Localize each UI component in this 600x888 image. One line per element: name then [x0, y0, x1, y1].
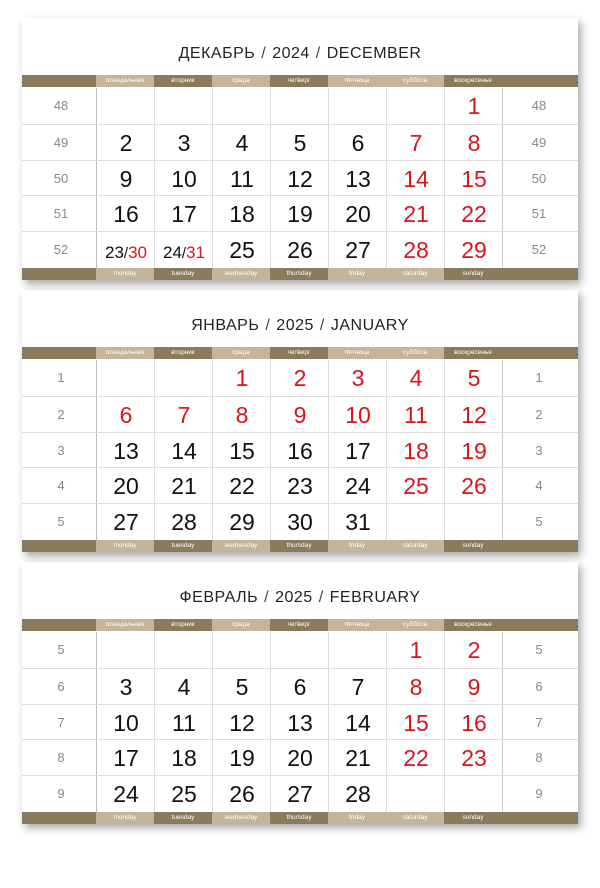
weekday-label-saturday: saturday [386, 268, 444, 280]
grid-right-border [502, 161, 503, 197]
weekday-label-tuesday: tuesday [154, 268, 212, 280]
day-cell: 11 [386, 397, 445, 433]
weekday-label-sunday: sunday [444, 540, 502, 552]
day-cell [212, 88, 271, 124]
weekday-label-thursday: четверг [270, 619, 328, 631]
week-row [22, 432, 578, 469]
day-cell [328, 632, 387, 668]
day-cell: 26 [212, 776, 271, 812]
weekday-label-wednesday: среда [212, 75, 270, 87]
week-row [22, 503, 578, 540]
month-name-en: JANUARY [330, 317, 409, 334]
weekday-label-monday: понедельник [96, 619, 154, 631]
weekday-label-saturday: saturday [386, 812, 444, 824]
weekday-label-wednesday: wednesday [212, 268, 270, 280]
week-row [22, 360, 578, 396]
grid-right-border [502, 669, 503, 705]
day-cell: 26 [270, 232, 329, 268]
day-cell: 15 [444, 161, 503, 197]
month-name-ru: ДЕКАБРЬ [178, 45, 256, 62]
weekday-label-thursday: thursday [270, 540, 328, 552]
title-separator: / [318, 589, 324, 606]
month-year: 2024 [272, 45, 310, 62]
week-row [22, 124, 578, 161]
day-cell [96, 360, 155, 396]
title-separator: / [264, 589, 270, 606]
day-cell: 15 [386, 705, 445, 741]
weekday-label-thursday: thursday [270, 812, 328, 824]
day-cell: 8 [386, 669, 445, 705]
day-cell [154, 232, 213, 268]
day-cell: 7 [328, 669, 387, 705]
day-cell: 14 [386, 161, 445, 197]
week-row [22, 775, 578, 812]
day-cell: 8 [444, 125, 503, 161]
day-cell [386, 88, 445, 124]
weekday-label-friday: пятница [328, 347, 386, 359]
day-cell: 5 [444, 360, 503, 396]
weekday-bar-bottom-left-cap [22, 812, 96, 824]
day-cell: 5 [212, 669, 271, 705]
week-number-right: 1 [535, 370, 543, 385]
day-cell [96, 232, 155, 268]
day-cell: 14 [154, 433, 213, 469]
title-separator: / [265, 317, 271, 334]
weekday-label-thursday: thursday [270, 268, 328, 280]
weekday-label-saturday: суббота [386, 347, 444, 359]
week-row [22, 704, 578, 741]
day-cell [386, 504, 445, 540]
day-cell: 9 [96, 161, 155, 197]
month-title [22, 589, 578, 607]
weekday-bar-top-left-cap [22, 347, 96, 359]
day-cell: 16 [444, 705, 503, 741]
grid-right-border [502, 397, 503, 433]
day-cell: 7 [386, 125, 445, 161]
day-cell: 9 [444, 669, 503, 705]
day-cell: 14 [328, 705, 387, 741]
grid-right-border [502, 232, 503, 268]
weekday-bar-top [22, 347, 578, 359]
month-year: 2025 [275, 589, 313, 606]
weekday-label-tuesday: вторник [154, 75, 212, 87]
day-cell: 4 [386, 360, 445, 396]
day-cell [444, 776, 503, 812]
weekday-label-tuesday: tuesday [154, 540, 212, 552]
day-cell: 28 [386, 232, 445, 268]
day-cell: 28 [328, 776, 387, 812]
weekday-label-sunday: sunday [444, 812, 502, 824]
week-number-right: 2 [535, 406, 543, 422]
day-cell [154, 88, 213, 124]
week-row [22, 632, 578, 668]
weekday-bar-top-left-cap [22, 75, 96, 87]
day-cell: 25 [212, 232, 271, 268]
month-name-en: FEBRUARY [329, 589, 421, 606]
day-cell: 2 [444, 632, 503, 668]
day-cell: 10 [96, 705, 155, 741]
weekday-label-friday: friday [328, 540, 386, 552]
day-cell: 21 [386, 196, 445, 232]
title-separator: / [319, 317, 325, 334]
day-cell: 23 [270, 468, 329, 504]
day-cell: 3 [154, 125, 213, 161]
month-sheet-december [22, 18, 578, 280]
day-cell: 29 [444, 232, 503, 268]
day-number-overflow: 31 [186, 243, 205, 263]
day-cell: 30 [270, 504, 329, 540]
week-number-left: 49 [53, 134, 69, 150]
weekday-bar-top-right-cap [502, 619, 578, 631]
day-cell: 25 [154, 776, 213, 812]
day-cell: 19 [212, 740, 271, 776]
weekday-label-monday: monday [96, 268, 154, 280]
day-cell: 26 [444, 468, 503, 504]
weekday-label-thursday: четверг [270, 347, 328, 359]
day-cell [444, 504, 503, 540]
grid-right-border [502, 125, 503, 161]
title-separator: / [315, 45, 321, 62]
week-number-right: 6 [535, 678, 543, 694]
weekday-label-tuesday: вторник [154, 619, 212, 631]
day-cell: 21 [328, 740, 387, 776]
day-cell: 3 [328, 360, 387, 396]
day-cell: 25 [386, 468, 445, 504]
week-number-left: 52 [53, 242, 69, 258]
day-cell: 17 [328, 433, 387, 469]
day-cell: 19 [444, 433, 503, 469]
grid-right-border [502, 740, 503, 776]
week-number-left: 1 [57, 370, 65, 385]
day-cell [270, 632, 329, 668]
day-cell: 20 [328, 196, 387, 232]
day-cell: 24 [328, 468, 387, 504]
weekday-label-wednesday: среда [212, 347, 270, 359]
day-cell: 11 [212, 161, 271, 197]
week-number-left: 4 [57, 478, 65, 494]
day-cell [154, 632, 213, 668]
week-number-right: 3 [535, 442, 543, 458]
weekday-label-thursday: четверг [270, 75, 328, 87]
day-cell: 9 [270, 397, 329, 433]
day-cell: 8 [212, 397, 271, 433]
week-number-right: 48 [531, 98, 547, 113]
grid-right-border [502, 504, 503, 540]
day-cell: 24 [96, 776, 155, 812]
weekday-label-friday: friday [328, 812, 386, 824]
week-number-right: 4 [535, 478, 543, 494]
grid-right-border [502, 468, 503, 504]
date-separator: / [123, 245, 129, 263]
grid-right-border [502, 433, 503, 469]
weekday-bar-bottom [22, 268, 578, 280]
grid-right-border [502, 705, 503, 741]
day-cell: 29 [212, 504, 271, 540]
week-number-left: 6 [57, 678, 65, 694]
week-number-left: 9 [57, 786, 65, 802]
week-row [22, 231, 578, 268]
day-cell: 7 [154, 397, 213, 433]
day-cell: 27 [96, 504, 155, 540]
week-number-left: 48 [53, 98, 69, 113]
weekday-bar-top [22, 75, 578, 87]
day-cell: 2 [96, 125, 155, 161]
day-cell: 10 [154, 161, 213, 197]
week-number-left: 7 [57, 714, 65, 730]
day-cell: 23 [444, 740, 503, 776]
day-cell: 3 [96, 669, 155, 705]
weekday-label-sunday: воскресенье [444, 75, 502, 87]
month-title [22, 45, 578, 63]
day-cell: 18 [154, 740, 213, 776]
day-cell: 12 [444, 397, 503, 433]
day-number-overflow: 30 [128, 243, 147, 263]
month-sheet-january [22, 290, 578, 552]
day-cell: 31 [328, 504, 387, 540]
day-cell: 4 [154, 669, 213, 705]
weekday-label-friday: friday [328, 268, 386, 280]
week-row [22, 467, 578, 504]
week-number-left: 51 [53, 206, 69, 222]
week-row [22, 160, 578, 197]
day-cell: 27 [270, 776, 329, 812]
week-number-right: 9 [535, 786, 543, 802]
week-number-left: 8 [57, 750, 65, 766]
day-grid [22, 88, 578, 267]
weekday-bar-bottom-right-cap [502, 812, 578, 824]
day-cell: 12 [212, 705, 271, 741]
weekday-label-monday: понедельник [96, 347, 154, 359]
weekday-bar-bottom-left-cap [22, 540, 96, 552]
day-cell [212, 632, 271, 668]
week-row [22, 88, 578, 124]
week-number-right: 49 [531, 134, 547, 150]
day-cell: 20 [96, 468, 155, 504]
day-cell [96, 88, 155, 124]
weekday-bar-bottom-right-cap [502, 540, 578, 552]
grid-right-border [502, 360, 503, 396]
day-cell: 13 [328, 161, 387, 197]
weekday-bar-bottom-right-cap [502, 268, 578, 280]
week-row [22, 195, 578, 232]
day-cell: 12 [270, 161, 329, 197]
week-number-right: 51 [531, 206, 547, 222]
day-cell [328, 88, 387, 124]
day-cell: 28 [154, 504, 213, 540]
week-number-right: 7 [535, 714, 543, 730]
week-number-right: 50 [531, 170, 547, 186]
day-cell: 27 [328, 232, 387, 268]
month-name-ru: ЯНВАРЬ [191, 317, 260, 334]
title-separator: / [261, 45, 267, 62]
day-cell: 22 [444, 196, 503, 232]
date-separator: / [181, 245, 187, 263]
day-cell [270, 88, 329, 124]
weekday-label-monday: monday [96, 812, 154, 824]
grid-right-border [502, 632, 503, 668]
weekday-label-sunday: воскресенье [444, 619, 502, 631]
week-row [22, 739, 578, 776]
month-name-ru: ФЕВРАЛЬ [179, 589, 259, 606]
day-cell: 18 [212, 196, 271, 232]
day-cell: 19 [270, 196, 329, 232]
month-title [22, 317, 578, 335]
day-cell: 22 [386, 740, 445, 776]
week-number-right: 52 [531, 242, 547, 258]
weekday-label-wednesday: wednesday [212, 540, 270, 552]
weekday-label-wednesday: wednesday [212, 812, 270, 824]
day-cell: 6 [328, 125, 387, 161]
day-cell: 17 [96, 740, 155, 776]
week-number-left: 2 [57, 406, 65, 422]
weekday-label-tuesday: вторник [154, 347, 212, 359]
day-cell: 16 [270, 433, 329, 469]
grid-right-border [502, 776, 503, 812]
day-cell: 18 [386, 433, 445, 469]
day-cell: 13 [270, 705, 329, 741]
day-cell: 13 [96, 433, 155, 469]
week-number-left: 5 [57, 514, 65, 530]
day-cell: 11 [154, 705, 213, 741]
week-number-right: 8 [535, 750, 543, 766]
weekday-label-tuesday: tuesday [154, 812, 212, 824]
week-row [22, 396, 578, 433]
weekday-bar-bottom [22, 812, 578, 824]
day-cell: 17 [154, 196, 213, 232]
day-number: 23 [104, 243, 124, 263]
weekday-label-monday: понедельник [96, 75, 154, 87]
weekday-label-friday: пятница [328, 619, 386, 631]
day-cell [386, 776, 445, 812]
day-cell: 16 [96, 196, 155, 232]
weekday-bar-bottom [22, 540, 578, 552]
weekday-label-saturday: saturday [386, 540, 444, 552]
day-cell: 5 [270, 125, 329, 161]
day-cell: 1 [386, 632, 445, 668]
weekday-bar-top-right-cap [502, 347, 578, 359]
day-cell: 1 [444, 88, 503, 124]
day-grid [22, 632, 578, 811]
day-cell: 22 [212, 468, 271, 504]
month-name-en: DECEMBER [326, 45, 422, 62]
day-cell: 15 [212, 433, 271, 469]
weekday-bar-bottom-left-cap [22, 268, 96, 280]
grid-right-border [502, 88, 503, 124]
weekday-label-wednesday: среда [212, 619, 270, 631]
week-number-right: 5 [535, 642, 543, 657]
day-cell: 2 [270, 360, 329, 396]
weekday-bar-top [22, 619, 578, 631]
day-number: 24 [162, 243, 182, 263]
week-number-right: 5 [535, 514, 543, 530]
day-cell: 10 [328, 397, 387, 433]
day-cell: 21 [154, 468, 213, 504]
weekday-label-monday: monday [96, 540, 154, 552]
day-cell [96, 632, 155, 668]
weekday-bar-top-right-cap [502, 75, 578, 87]
day-cell [154, 360, 213, 396]
weekday-label-sunday: sunday [444, 268, 502, 280]
weekday-label-saturday: суббота [386, 619, 444, 631]
day-cell: 6 [96, 397, 155, 433]
day-cell: 1 [212, 360, 271, 396]
week-number-left: 50 [53, 170, 69, 186]
weekday-label-sunday: воскресенье [444, 347, 502, 359]
grid-right-border [502, 196, 503, 232]
month-sheet-february [22, 562, 578, 824]
day-grid [22, 360, 578, 539]
day-cell: 6 [270, 669, 329, 705]
week-row [22, 668, 578, 705]
week-number-left: 3 [57, 442, 65, 458]
weekday-label-friday: пятница [328, 75, 386, 87]
day-cell: 20 [270, 740, 329, 776]
weekday-bar-top-left-cap [22, 619, 96, 631]
week-number-left: 5 [57, 642, 65, 657]
day-cell: 4 [212, 125, 271, 161]
month-year: 2025 [276, 317, 314, 334]
weekday-label-saturday: суббота [386, 75, 444, 87]
